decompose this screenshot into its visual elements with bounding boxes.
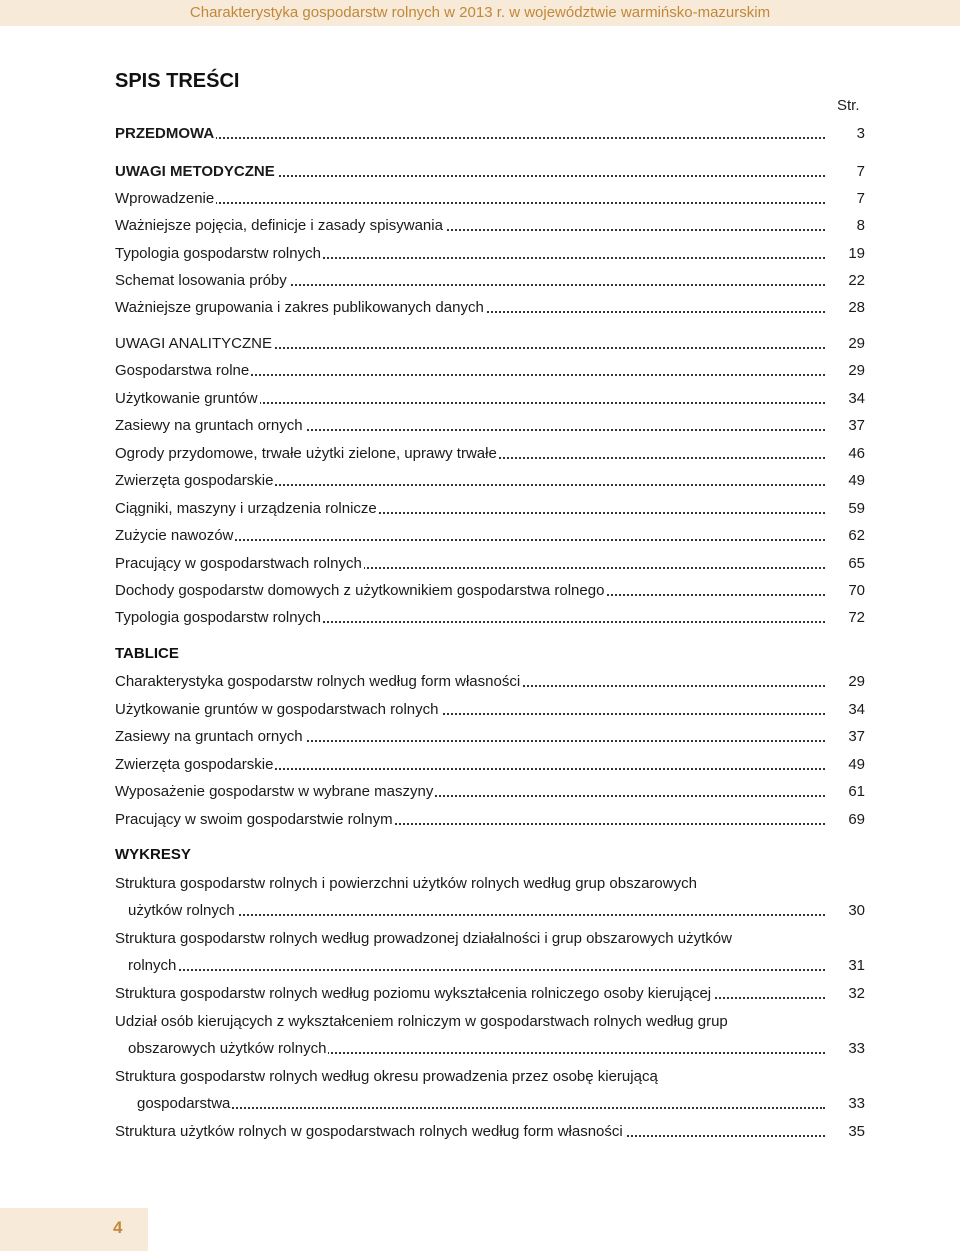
toc-entry-label-line2: użytków rolnych	[128, 902, 235, 919]
section-heading-wykresy: WYKRESY	[115, 846, 191, 863]
toc-entry[interactable]	[115, 870, 865, 924]
toc-entry[interactable]	[115, 240, 865, 267]
toc-entry-page: 8	[825, 212, 865, 239]
toc-entry[interactable]	[115, 1118, 865, 1145]
toc-entry-label: Ważniejsze pojęcia, definicje i zasady spisywania	[115, 217, 443, 234]
page-number: 4	[113, 1218, 123, 1237]
toc-entry[interactable]	[115, 925, 865, 979]
toc-entry-label: Użytkowanie gruntów w gospodarstwach rolnych	[115, 701, 439, 718]
page-title: SPIS TREŚCI	[115, 70, 240, 92]
toc-entry-uwagi-metodyczne[interactable]	[115, 158, 865, 185]
toc-entry-page: 61	[825, 778, 865, 805]
toc-entry-page: 70	[825, 577, 865, 604]
toc-entry[interactable]	[115, 806, 865, 833]
toc-entry-page: 37	[825, 412, 865, 439]
toc-entry-label: Ogrody przydomowe, trwałe użytki zielone, uprawy trwałe	[115, 445, 497, 462]
page-column-label: Str.	[837, 97, 860, 114]
toc-entry-page: 33	[825, 1035, 865, 1062]
toc-entry-label: Zwierzęta gospodarskie	[115, 756, 274, 773]
toc-entry[interactable]	[115, 267, 865, 294]
toc-entry-label-line2: obszarowych użytków rolnych	[128, 1040, 327, 1057]
toc-entry-label: UWAGI ANALITYCZNE	[115, 335, 272, 352]
toc-entry-label: Typologia gospodarstw rolnych	[115, 609, 321, 626]
toc-entry[interactable]	[115, 550, 865, 577]
toc-entry[interactable]	[115, 980, 865, 1007]
toc-entry[interactable]	[115, 696, 865, 723]
section-heading-tablice: TABLICE	[115, 645, 179, 662]
toc-entry-page: 32	[825, 980, 865, 1007]
toc-entry-page: 37	[825, 723, 865, 750]
toc-entry[interactable]	[115, 577, 865, 604]
toc-entry-page: 29	[825, 330, 865, 357]
toc-entry-label: Struktura gospodarstw rolnych według poziomu wykształcenia rolniczego osoby kierującej	[115, 985, 712, 1002]
toc-entry[interactable]	[115, 440, 865, 467]
toc-entry[interactable]	[115, 604, 865, 631]
toc-entry-label: Pracujący w gospodarstwach rolnych	[115, 555, 362, 572]
toc-entry-page: 30	[825, 897, 865, 924]
toc-entry-label-line1: Struktura gospodarstw rolnych według prowadzonej działalności i grup obszarowych użytków	[115, 930, 732, 947]
toc-entry-page: 22	[825, 267, 865, 294]
toc-entry-label: Typologia gospodarstw rolnych	[115, 245, 321, 262]
toc-entry-page: 49	[825, 467, 865, 494]
toc-entry-page: 72	[825, 604, 865, 631]
toc-entry-page: 34	[825, 696, 865, 723]
toc-entry-label: Zasiewy na gruntach ornych	[115, 728, 303, 745]
toc-entry[interactable]	[115, 294, 865, 321]
toc-entry[interactable]	[115, 751, 865, 778]
toc-entry-page: 46	[825, 440, 865, 467]
toc-entry-label-line2: gospodarstwa	[137, 1095, 231, 1112]
toc-entry[interactable]	[115, 412, 865, 439]
toc-entry-page: 49	[825, 751, 865, 778]
toc-entry-label: Wprowadzenie	[115, 190, 215, 207]
toc-entry-label: PRZEDMOWA	[115, 125, 215, 142]
toc-entry-page: 59	[825, 495, 865, 522]
toc-entry-label-line1: Struktura gospodarstw rolnych i powierzchni użytków rolnych według grup obszarowych	[115, 875, 697, 892]
toc-entry-page: 35	[825, 1118, 865, 1145]
toc-entry-label: Zwierzęta gospodarskie	[115, 472, 274, 489]
toc-entry-przedmowa[interactable]	[115, 120, 865, 147]
toc-entry-label: Charakterystyka gospodarstw rolnych według form własności	[115, 673, 521, 690]
toc-entry[interactable]	[115, 467, 865, 494]
toc-entry-label: Zasiewy na gruntach ornych	[115, 417, 303, 434]
toc-entry-page: 34	[825, 385, 865, 412]
toc-entry-page: 69	[825, 806, 865, 833]
toc-entry-label: UWAGI METODYCZNE	[115, 163, 275, 180]
toc-entry-page: 29	[825, 668, 865, 695]
toc-entry-label: Wyposażenie gospodarstw w wybrane maszyny	[115, 783, 434, 800]
toc-entry-page: 65	[825, 550, 865, 577]
toc-entry-label-line2: rolnych	[128, 957, 177, 974]
toc-entry-page: 31	[825, 952, 865, 979]
toc-entry-label: Zużycie nawozów	[115, 527, 234, 544]
toc-entry[interactable]	[115, 723, 865, 750]
toc-entry-page: 28	[825, 294, 865, 321]
toc-entry-label-line1: Struktura gospodarstw rolnych według okresu prowadzenia przez osobę kierującą	[115, 1068, 658, 1085]
toc-entry-label-line1: Udział osób kierujących z wykształceniem rolniczym w gospodarstwach rolnych według grup	[115, 1013, 728, 1030]
footer-tab	[0, 1208, 148, 1251]
toc-entry-page: 19	[825, 240, 865, 267]
toc-entry-label: Pracujący w swoim gospodarstwie rolnym	[115, 811, 393, 828]
toc-entry[interactable]	[115, 778, 865, 805]
toc-entry[interactable]	[115, 212, 865, 239]
toc-entry-label: Dochody gospodarstw domowych z użytkownikiem gospodarstwa rolnego	[115, 582, 605, 599]
toc-entry[interactable]	[115, 522, 865, 549]
toc-entry-page: 7	[825, 185, 865, 212]
toc-entry-label: Struktura użytków rolnych w gospodarstwach rolnych według form własności	[115, 1123, 623, 1140]
toc-entry[interactable]	[115, 357, 865, 384]
toc-entry-uwagi-analityczne[interactable]	[115, 330, 865, 357]
toc-entry[interactable]	[115, 668, 865, 695]
toc-entry-label: Użytkowanie gruntów	[115, 390, 258, 407]
toc-entry-label: Ważniejsze grupowania i zakres publikowanych danych	[115, 299, 484, 316]
toc-entry-page: 62	[825, 522, 865, 549]
toc-entry[interactable]	[115, 385, 865, 412]
toc-entry-page: 3	[825, 120, 865, 147]
toc-entry-label: Schemat losowania próby	[115, 272, 287, 289]
toc-entry[interactable]	[115, 1008, 865, 1062]
toc-entry-page: 29	[825, 357, 865, 384]
toc-entry-label: Gospodarstwa rolne	[115, 362, 250, 379]
running-header: Charakterystyka gospodarstw rolnych w 2013 r. w województwie warmińsko-mazurskim	[0, 0, 960, 26]
toc-entry-page: 33	[825, 1090, 865, 1117]
toc-entry[interactable]	[115, 1063, 865, 1117]
toc-entry-label: Ciągniki, maszyny i urządzenia rolnicze	[115, 500, 377, 517]
toc-entry[interactable]	[115, 495, 865, 522]
toc-entry[interactable]	[115, 185, 865, 212]
toc-entry-page: 7	[825, 158, 865, 185]
